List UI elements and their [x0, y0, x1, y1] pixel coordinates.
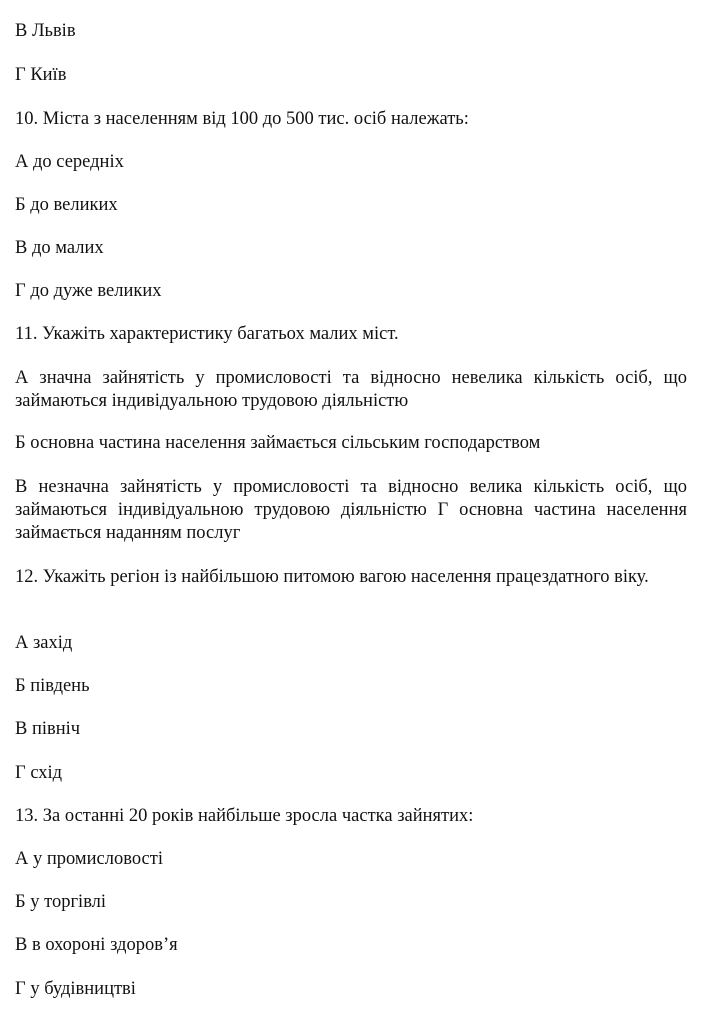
answer-option: В незначна зайнятість у промисловості та відносно велика кількість осіб, що займаються індивідуальною трудовою діяльністю Г основна частина населення займається наданням послуг — [15, 477, 687, 543]
answer-option: Г у будівництві — [15, 979, 136, 999]
answer-option: Г схід — [15, 763, 63, 783]
answer-option: А захід — [15, 633, 73, 653]
question-11: 11. Укажіть характеристику багатьох малих міст. — [15, 324, 399, 344]
question-10: 10. Міста з населенням від 100 до 500 тис. осіб належать: — [15, 109, 469, 129]
answer-option: В Львів — [15, 21, 76, 41]
answer-option: Б у торгівлі — [15, 892, 107, 912]
question-13: 13. За останні 20 років найбільше зросла частка зайнятих: — [15, 806, 474, 826]
answer-option: В північ — [15, 719, 81, 739]
answer-option: В в охороні здоров’я — [15, 935, 178, 955]
answer-option: А у промисловості — [15, 849, 163, 869]
answer-option: А до середніх — [15, 152, 124, 172]
question-12: 12. Укажіть регіон із найбільшою питомою вагою населення працездатного віку. — [15, 567, 649, 587]
answer-option: Б до великих — [15, 195, 118, 215]
answer-option: В до малих — [15, 238, 104, 258]
answer-option: А значна зайнятість у промисловості та відносно невелика кількість осіб, що займаються індивідуальною трудовою діяльністю — [15, 368, 687, 411]
answer-option: Г Київ — [15, 65, 67, 85]
answer-option: Г до дуже великих — [15, 281, 162, 301]
answer-option: Б основна частина населення займається сільським господарством — [15, 433, 541, 453]
answer-option: Б південь — [15, 676, 90, 696]
